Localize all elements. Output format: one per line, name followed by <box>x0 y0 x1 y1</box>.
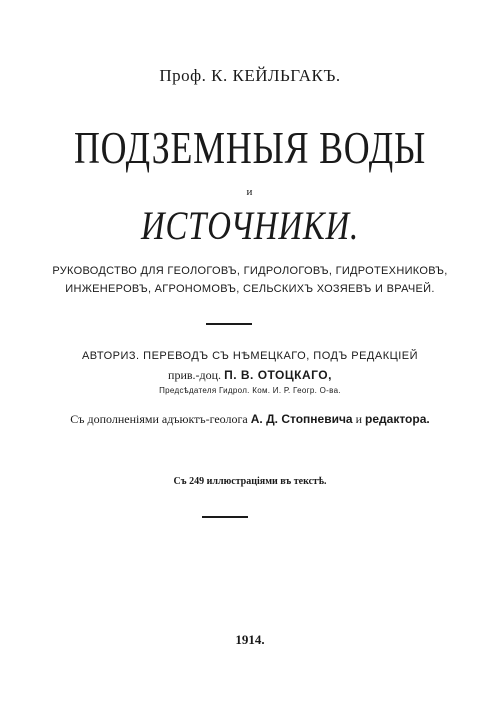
additions-prefix: Съ дополненіями адъюктъ-геолога <box>70 412 248 426</box>
title-conjunction: и <box>246 186 254 198</box>
translation-line: АВТОРИЗ. ПЕРЕВОДЪ СЪ НѢМЕЦКАГО, ПОДЪ РЕДАКЦІЕЙ <box>81 350 419 362</box>
divider-rule-bottom <box>202 516 248 518</box>
editor-line <box>0 368 500 383</box>
guide-line-2: ИНЖЕНЕРОВЪ, АГРОНОМОВЪ, СЕЛЬСКИХЪ ХОЗЯЕВЪ И ВРАЧЕЙ. <box>65 283 435 295</box>
editor-prefix: прив.-доц. <box>168 368 222 382</box>
book-title: ПОДЗЕМНЫЯ ВОДЫ <box>73 122 427 173</box>
additions-suffix: редактора. <box>365 412 430 426</box>
editor-position: Предсѣдателя Гидрол. Ком. И. Р. Геогр. О-ва. <box>159 386 341 395</box>
guide-line-1: РУКОВОДСТВО ДЛЯ ГЕОЛОГОВЪ, ГИДРОЛОГОВЪ, ГИДРОТЕХНИКОВЪ, <box>52 265 448 277</box>
author-line: Проф. К. КЕЙЛЬГАКЪ. <box>159 66 341 85</box>
divider-rule-top <box>206 323 252 325</box>
additions-conj: и <box>355 412 363 426</box>
illustrations-note: Съ 249 иллюстраціями въ текстѣ. <box>173 476 327 487</box>
additions-line <box>0 412 500 427</box>
additions-name: А. Д. Стопневича <box>250 412 353 426</box>
editor-name: П. В. ОТОЦКАГО, <box>224 368 332 382</box>
book-subtitle: ИСТОЧНИКИ. <box>140 203 360 248</box>
publication-year: 1914. <box>235 632 265 647</box>
